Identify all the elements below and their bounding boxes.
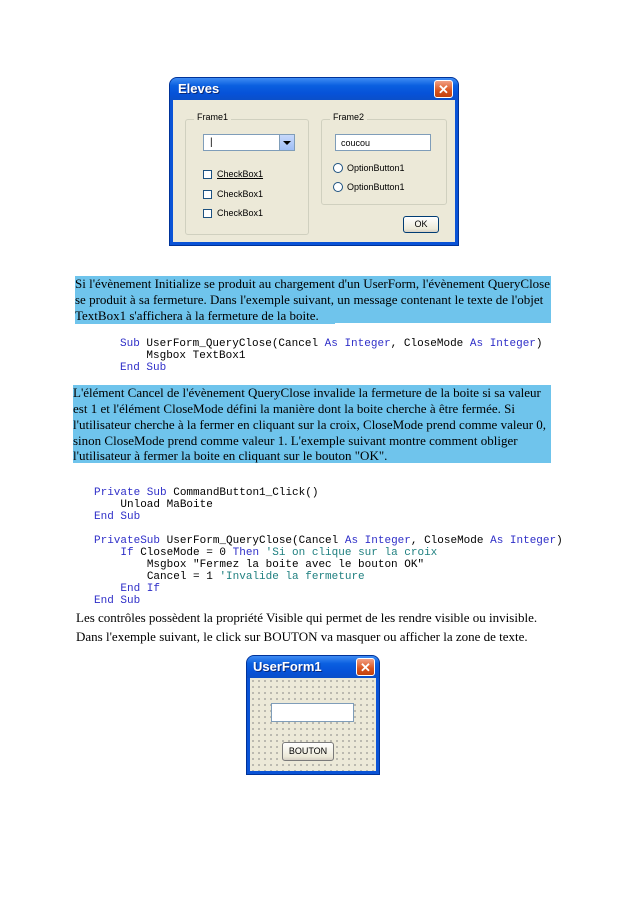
paragraph-2-line-2: est 1 et l'élément CloseMode défini la manière dont la boite cherche à être fermée. Si [73,401,515,416]
eleves-window [170,78,458,245]
userform1-title: UserForm1 [253,659,322,674]
code2-line-9: End If [120,583,161,595]
checkbox-1[interactable] [203,170,212,179]
code2-line-2: Unload MaBoite [120,499,213,511]
frame2-caption: Frame2 [330,112,367,122]
chevron-down-icon [283,141,291,145]
ok-button[interactable]: OK [403,216,439,233]
textbox-value: coucou [341,138,371,148]
checkbox-2[interactable] [203,190,212,199]
userform1-window [247,656,379,774]
code-block-1 [120,338,543,374]
code-block-2 [94,487,563,607]
code2-line-7: Msgbox "Fermez la boite avec le bouton OK" [146,559,425,571]
code2-line-3: End Sub [94,511,141,523]
combobox[interactable] [203,134,295,151]
userform1-textbox[interactable] [271,703,354,722]
userform1-client-area [250,678,376,771]
paragraph-3 [76,608,537,646]
paragraph-3-line-1: Les contrôles possèdent la propriété Visible qui permet de les rendre visible ou invisible. [76,610,538,625]
paragraph-2 [73,385,551,463]
paragraph-1-line-3: TextBox1 s'affichera à la fermeture de la boite. [75,308,335,324]
combobox-value: | [210,137,213,148]
code2-line-6: If CloseMode = 0 Then 'Si on clique sur la croix [120,547,438,559]
paragraph-2-line-4: sinon CloseMode prend comme valeur 1. L'exemple suivant montre comment obliger [73,433,518,448]
close-icon[interactable]: ✕ [434,80,453,98]
frame2 [321,112,447,205]
paragraph-1-line-1: Si l'évènement Initialize se produit au chargement d'un UserForm, l'évènement QueryClose [75,276,551,291]
code2-line-10: End Sub [94,595,141,607]
code2-line-8: Cancel = 1 'Invalide la fermeture [146,571,365,583]
checkbox-3[interactable] [203,209,212,218]
textbox[interactable] [335,134,431,151]
eleves-client-area [173,100,455,242]
combobox-dropdown-button[interactable] [279,135,294,150]
code1-line-3: End Sub [120,362,167,374]
paragraph-1 [75,276,551,323]
bouton-button[interactable]: BOUTON [282,742,334,761]
checkbox-2-label: CheckBox1 [217,189,264,199]
code2-line-1: Private Sub CommandButton1_Click() [94,487,319,499]
paragraph-3-line-2: Dans l'exemple suivant, le click sur BOUTON va masquer ou afficher la zone de texte. [76,629,528,644]
code1-line-1: Sub UserForm_QueryClose(Cancel As Integer, CloseMode As Integer) [120,338,543,350]
optionbutton-1-label: OptionButton1 [347,163,405,173]
checkbox-3-label: CheckBox1 [217,208,264,218]
close-icon[interactable]: ✕ [356,658,375,676]
eleves-titlebar[interactable] [170,78,458,100]
code1-line-2: Msgbox TextBox1 [146,350,246,362]
optionbutton-1[interactable] [333,163,343,173]
optionbutton-2[interactable] [333,182,343,192]
frame1-caption: Frame1 [194,112,231,122]
eleves-title: Eleves [178,81,220,96]
userform1-titlebar[interactable] [247,656,379,678]
paragraph-2-line-5: l'utilisateur à fermer la boite en cliquant sur le bouton "OK". [73,448,388,463]
optionbutton-2-label: OptionButton1 [347,182,405,192]
checkbox-1-label: CheckBox1 [217,169,264,179]
paragraph-1-line-2: se produit à sa fermeture. Dans l'exemple suivant, un message contenant le texte de l'objet [75,292,544,307]
paragraph-2-line-1: L'élément Cancel de l'évènement QueryClose invalide la fermeture de la boite si sa valeur [73,385,541,400]
paragraph-2-line-3: l'utilisateur cherche à la fermer en cliquant sur la croix, CloseMode prend comme valeur 0, [73,417,547,432]
code2-line-5: PrivateSub UserForm_QueryClose(Cancel As Integer, CloseMode As Integer) [94,535,563,547]
